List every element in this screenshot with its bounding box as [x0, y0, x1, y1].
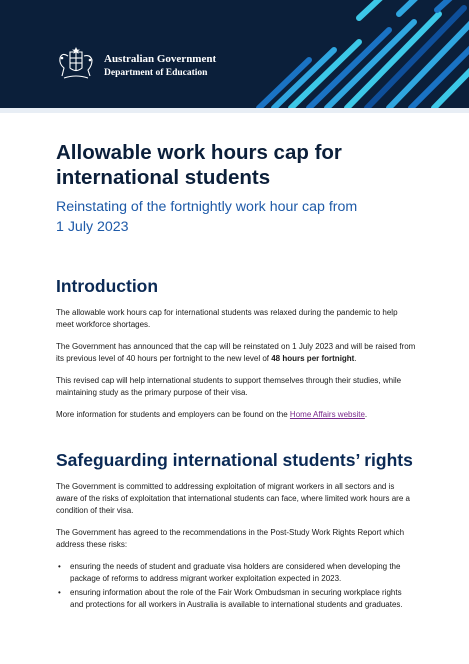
document-body — [56, 140, 416, 613]
paragraph-text: The Government has announced that the cap will be reinstated on 1 July 2023 and will be raised from its previous level of 40 hours per fortnight to the new level of — [56, 342, 416, 363]
paragraph: The Government is committed to addressing exploitation of migrant workers in all sectors and is aware of the risks of exploitation that international students can face, where limited work hours are a condition of their visa. — [56, 482, 410, 515]
list-item — [56, 587, 416, 611]
paragraph-text: . — [354, 354, 357, 363]
document-header-banner — [0, 0, 469, 108]
paragraph: The Government has agreed to the recommendations in the Post-Study Work Rights Report which address these risks: — [56, 528, 405, 549]
paragraph-text: . — [364, 410, 368, 419]
paragraph — [56, 341, 416, 365]
document-subtitle — [56, 197, 416, 237]
paragraph — [56, 409, 416, 421]
home-affairs-website-link[interactable]: Home Affairs website — [289, 410, 365, 419]
recommendations-list — [56, 561, 416, 611]
section-heading-safeguarding: Safeguarding international students’ rights — [56, 450, 413, 470]
stripe — [399, 0, 424, 14]
paragraph-text: More information for students and employers can be found on the — [56, 410, 290, 419]
bullet-icon: • — [58, 588, 61, 597]
list-item — [56, 561, 416, 585]
title-line: Allowable work hours cap for — [56, 141, 342, 164]
title-line: international students — [56, 166, 271, 189]
stripe — [359, 0, 389, 18]
emphasis-text: 48 hours per fortnight — [271, 354, 355, 363]
header-divider — [0, 108, 469, 113]
commonwealth-coat-of-arms-icon — [56, 46, 96, 82]
subtitle-line: 1 July 2023 — [56, 219, 129, 235]
department-name: Department of Education — [104, 68, 208, 78]
decorative-stripes — [239, 0, 469, 108]
section-heading-introduction: Introduction — [56, 276, 159, 296]
bullet-icon: • — [58, 562, 61, 571]
paragraph: This revised cap will help international students to support themselves through their studies, while maintaining study as the primary purpose of their visa. — [56, 376, 402, 397]
document-title — [56, 140, 416, 190]
government-name: Australian Government — [104, 53, 217, 65]
stripe — [437, 0, 459, 10]
subtitle-line: Reinstating of the fortnightly work hour cap from — [56, 199, 358, 215]
list-item-text: ensuring information about the role of the Fair Work Ombudsman in securing workplace rights and protections for all workers in Australia is available to international students and graduates. — [70, 588, 403, 609]
stripe — [291, 42, 359, 108]
paragraph: The allowable work hours cap for international students was relaxed during the pandemic to help meet workforce shortages. — [56, 308, 398, 329]
list-item-text: ensuring the needs of student and graduate visa holders are considered when developing the package of reforms to address migrant worker exploitation expected in 2023. — [70, 562, 401, 583]
